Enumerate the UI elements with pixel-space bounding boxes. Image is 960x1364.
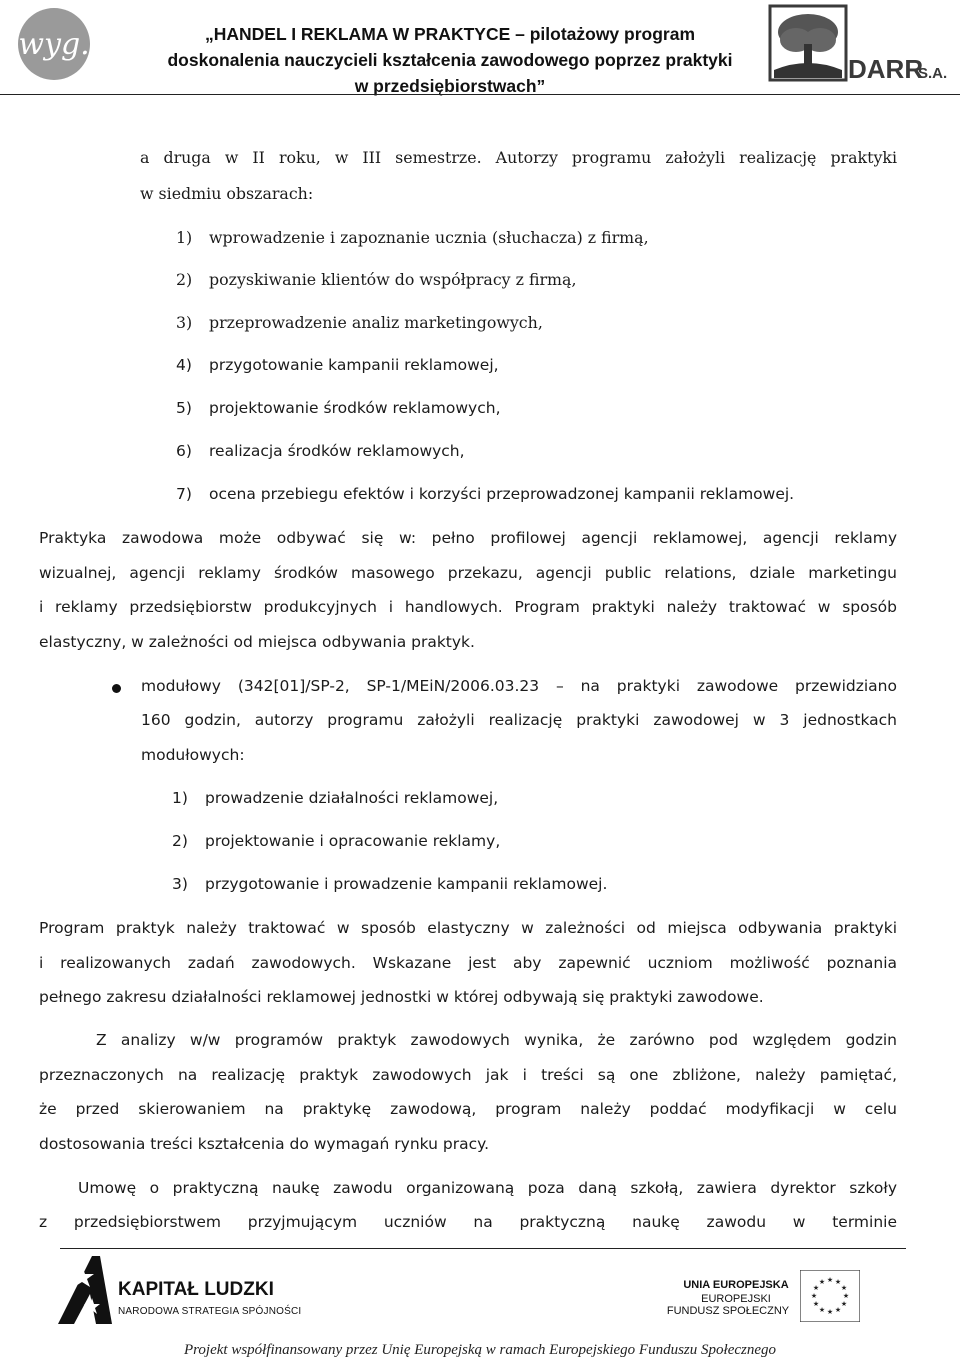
area-item-5: projektowanie środków reklamowych,	[209, 399, 501, 417]
intro-line-2: w siedmiu obszarach:	[140, 184, 314, 203]
darr-logo	[768, 4, 958, 84]
area-num-4: 4)	[176, 356, 192, 374]
para2-line-2: i realizowanych zadań zawodowych. Wskazane jest aby zapewnić uczniom możliwość poznania	[39, 954, 897, 972]
svg-text:★: ★	[826, 1276, 834, 1284]
area-num-3: 3)	[176, 313, 193, 332]
module-item-2: projektowanie i opracowanie reklamy,	[205, 832, 501, 850]
area-item-7: ocena przebiegu efektów i korzyści przeprowadzonej kampanii reklamowej.	[209, 485, 795, 503]
para3-line-3: że przed skierowaniem na praktykę zawodową, program należy poddać modyfikacji w celu	[39, 1100, 897, 1118]
para1-line-2: wizualnej, agencji reklamy środków masowego przekazu, agencji public relations, dziale marketingu	[39, 564, 897, 582]
para1-line-4: elastyczny, w zależności od miejsca odbywania praktyk.	[39, 633, 475, 651]
bullet-icon	[112, 684, 121, 693]
area-item-2: pozyskiwanie klientów do współpracy z firmą,	[209, 270, 577, 289]
intro-line-1: a druga w II roku, w III semestrze. Autorzy programu założyli realizację praktyki	[140, 148, 897, 167]
footer-caption: Projekt współfinansowany przez Unię Europejską w ramach Europejskiego Funduszu Społecznego	[183, 1342, 777, 1358]
svg-text:★: ★	[812, 1300, 820, 1308]
bullet-line-1: modułowy (342[01]/SP-2, SP-1/MEiN/2006.03.23 – na praktyki zawodowe przewidziano	[141, 677, 897, 695]
para2-line-3: pełnego zakresu działalności reklamowej jednostki w której odbywają się praktyki zawodowe.	[39, 988, 764, 1006]
svg-text:★: ★	[834, 1278, 842, 1286]
para2-line-1: Program praktyk należy traktować w sposób elastyczny w zależności od miejsca odbywania praktyki	[39, 919, 897, 937]
eu-label-line-3: FUNDUSZ SPOŁECZNY	[666, 1305, 790, 1317]
area-num-5: 5)	[176, 399, 192, 417]
header-divider	[0, 94, 960, 95]
svg-text:★: ★	[826, 1308, 834, 1316]
bullet-line-2: 160 godzin, autorzy programu założyli realizację praktyki zawodowej w 3 jednostkach	[141, 711, 897, 729]
header-title-line-1: „HANDEL I REKLAMA W PRAKTYCE – pilotażowy program	[204, 24, 696, 44]
module-item-3: przygotowanie i prowadzenie kampanii reklamowej.	[205, 875, 608, 893]
area-item-6: realizacja środków reklamowych,	[209, 442, 465, 460]
svg-text:★: ★	[842, 1292, 850, 1300]
module-num-1: 1)	[172, 789, 188, 807]
area-num-2: 2)	[176, 270, 193, 289]
svg-text:★: ★	[834, 1306, 842, 1314]
module-item-1: prowadzenie działalności reklamowej,	[205, 789, 499, 807]
area-num-1: 1)	[176, 228, 193, 247]
area-item-3: przeprowadzenie analiz marketingowych,	[209, 313, 543, 332]
area-item-4: przygotowanie kampanii reklamowej,	[209, 356, 499, 374]
area-num-7: 7)	[176, 485, 192, 503]
svg-text:★: ★	[818, 1306, 826, 1314]
svg-text:★: ★	[812, 1284, 820, 1292]
eu-flag-icon	[800, 1270, 860, 1322]
footer-divider	[60, 1248, 906, 1249]
svg-text:★: ★	[810, 1292, 818, 1300]
para3-line-4: dostosowania treści kształcenia do wymagań rynku pracy.	[39, 1135, 490, 1153]
svg-text:wyg.: wyg.	[18, 27, 90, 62]
kapital-ludzki-subtitle: NARODOWA STRATEGIA SPÓJNOŚCI	[118, 1306, 302, 1317]
module-num-3: 3)	[172, 875, 188, 893]
kapital-ludzki-emblem-icon	[52, 1254, 114, 1326]
eu-label-line-1: UNIA EUROPEJSKA	[683, 1279, 789, 1291]
para1-line-3: i reklamy przedsiębiorstw produkcyjnych i handlowych. Program praktyki należy traktować w sposób	[39, 598, 897, 616]
wyg-logo	[8, 4, 100, 84]
area-num-6: 6)	[176, 442, 192, 460]
module-num-2: 2)	[172, 832, 188, 850]
kapital-ludzki-title: KAPITAŁ LUDZKI	[118, 1279, 274, 1300]
para4-line-1: Umowę o praktyczną naukę zawodu organizowaną poza daną szkołą, zawiera dyrektor szkoły	[78, 1179, 897, 1197]
svg-text:DARR: DARR	[848, 54, 924, 84]
para3-line-2: przeznaczonych na realizację praktyk zawodowych jak i treści są one zbliżone, należy pamiętać,	[39, 1066, 897, 1084]
svg-text:S.A.: S.A.	[918, 65, 948, 82]
para3-line-1: Z analizy w/w programów praktyk zawodowych wynika, że zarówno pod względem godzin	[96, 1031, 897, 1049]
svg-text:★: ★	[840, 1284, 848, 1292]
para1-line-1: Praktyka zawodowa może odbywać się w: pełno profilowej agencji reklamowej, agencji reklamy	[39, 529, 897, 547]
header-title-line-2: doskonalenia nauczycieli kształcenia zawodowego poprzez praktyki	[167, 50, 733, 70]
bullet-line-3: modułowych:	[141, 746, 245, 764]
para4-line-2: z przedsiębiorstwem przyjmującym uczniów na praktyczną naukę zawodu w terminie	[39, 1213, 897, 1231]
header-title-line-3: w przedsiębiorstwach”	[354, 76, 546, 96]
area-item-1: wprowadzenie i zapoznanie ucznia (słuchacza) z firmą,	[209, 228, 649, 247]
svg-text:★: ★	[840, 1300, 848, 1308]
svg-text:★: ★	[818, 1278, 826, 1286]
eu-label-line-2: EUROPEJSKI	[701, 1293, 771, 1305]
